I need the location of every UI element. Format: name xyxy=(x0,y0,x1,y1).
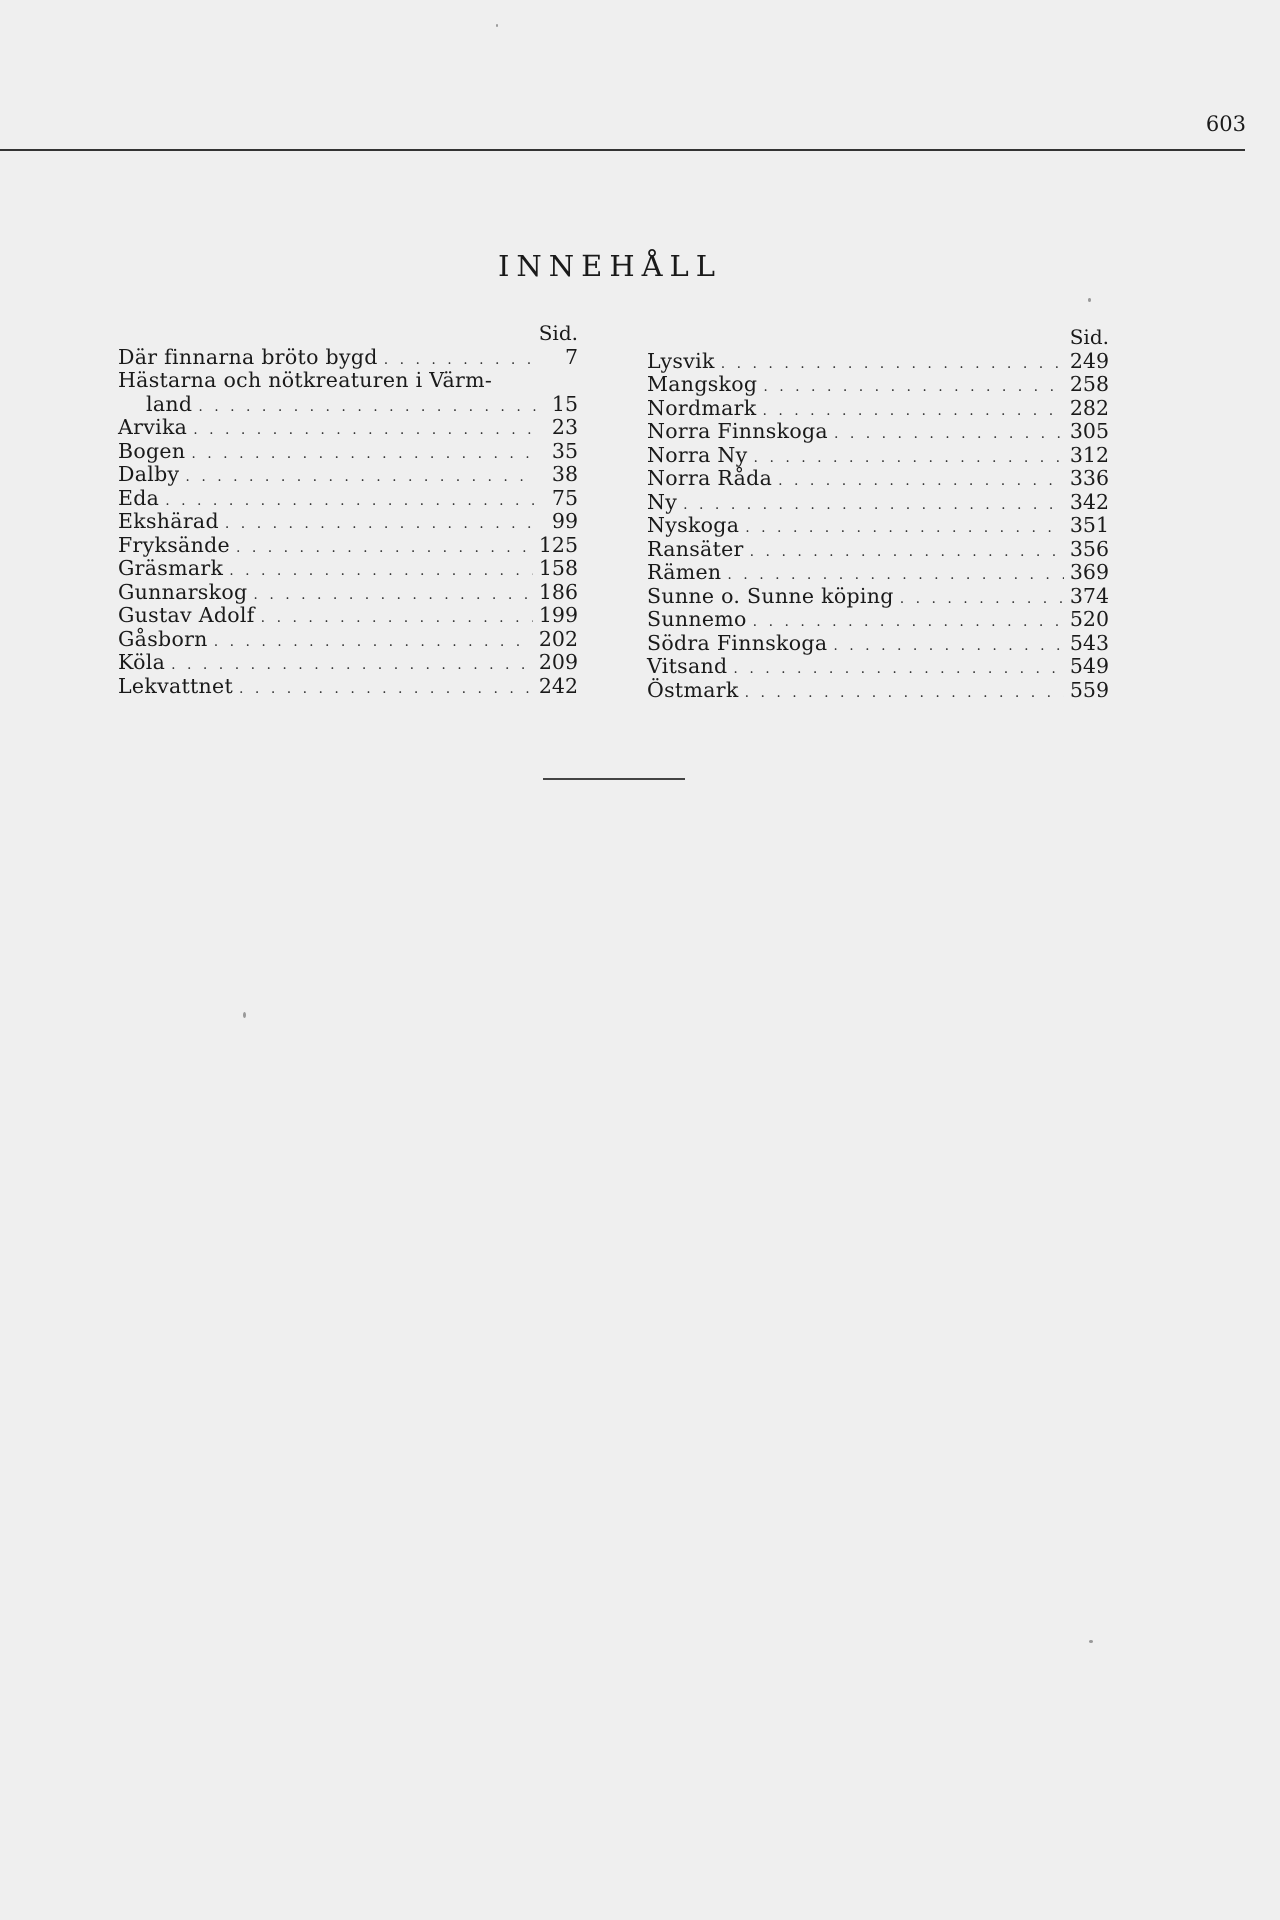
leader-dots xyxy=(721,353,1064,377)
toc-entry[interactable] xyxy=(118,628,578,652)
sid-label: Sid. xyxy=(1069,325,1109,349)
toc-entry[interactable] xyxy=(118,534,578,558)
toc-entry-label: Dalby xyxy=(118,462,180,486)
footer-rule xyxy=(543,778,685,780)
toc-entry-page: 258 xyxy=(1069,372,1109,396)
toc-entry[interactable] xyxy=(647,585,1109,609)
leader-dots xyxy=(900,588,1064,612)
toc-entry-label: Fryksände xyxy=(118,532,230,557)
toc-entry-page: 7 xyxy=(564,344,578,369)
toc-entry-page: 342 xyxy=(1069,489,1109,514)
toc-entry[interactable] xyxy=(647,350,1109,374)
toc-entry-page: 202 xyxy=(538,626,578,651)
toc-entry-label: Gåsborn xyxy=(118,626,208,651)
toc-entry-label: Norra Råda xyxy=(647,466,773,490)
toc-entry[interactable] xyxy=(647,467,1109,491)
toc-entry-page: 336 xyxy=(1069,466,1109,490)
toc-entry-page: 186 xyxy=(538,579,578,604)
toc-entry[interactable] xyxy=(118,651,578,675)
toc-entry-label: Norra Ny xyxy=(647,442,748,467)
toc-entry-label: Gunnarskog xyxy=(118,579,248,604)
toc-entry-label: Arvika xyxy=(118,415,188,439)
leader-dots xyxy=(261,607,533,631)
toc-entry-label: Rämen xyxy=(647,560,722,584)
toc-entry-page: 356 xyxy=(1069,536,1109,561)
toc-entry-label: Lysvik xyxy=(647,348,715,373)
toc-entry-page: 199 xyxy=(538,603,578,627)
toc-entry-first-line[interactable] xyxy=(118,369,578,393)
paper-speck xyxy=(1089,1640,1093,1643)
leader-dots xyxy=(778,470,1064,494)
leader-dots xyxy=(733,658,1063,682)
sid-label: Sid. xyxy=(538,321,578,345)
toc-entry[interactable] xyxy=(647,373,1109,397)
toc-entry-label: Ransäter xyxy=(647,536,744,561)
toc-entry-page: 249 xyxy=(1069,348,1109,373)
toc-entry-label: Gustav Adolf xyxy=(118,603,255,627)
leader-dots xyxy=(745,517,1064,541)
toc-entry-label: Nordmark xyxy=(647,395,757,420)
toc-entry-label: Gräsmark xyxy=(118,556,224,580)
toc-entry-page: 520 xyxy=(1069,607,1109,631)
leader-dots xyxy=(236,537,533,561)
toc-entry-label: Sunne o. Sunne köping xyxy=(647,583,894,608)
leader-dots xyxy=(214,631,533,655)
leader-dots xyxy=(253,584,532,608)
toc-entry[interactable] xyxy=(647,444,1109,468)
toc-entry-label: Nyskoga xyxy=(647,513,740,537)
toc-entry-page: 75 xyxy=(551,485,578,510)
toc-entry-page: 125 xyxy=(538,532,578,557)
toc-entry[interactable] xyxy=(118,463,578,487)
toc-entry-continuation[interactable] xyxy=(118,393,578,417)
toc-entry-page: 23 xyxy=(551,415,578,439)
toc-right-column xyxy=(647,322,1109,702)
toc-entry[interactable] xyxy=(647,632,1109,656)
paper-speck xyxy=(243,1012,246,1018)
leader-dots xyxy=(229,560,533,584)
toc-entry-page: 543 xyxy=(1069,630,1109,655)
toc-entry-label: Hästarna och nötkreaturen i Värm- xyxy=(118,368,493,392)
toc-entry[interactable] xyxy=(118,416,578,440)
paper-speck xyxy=(1088,298,1091,302)
toc-entry-page: 15 xyxy=(551,391,578,416)
toc-entry[interactable] xyxy=(118,346,578,370)
page-number: 603 xyxy=(1205,112,1246,136)
leader-dots xyxy=(833,635,1063,659)
toc-entry-label: Östmark xyxy=(647,677,739,702)
toc-entry[interactable] xyxy=(118,487,578,511)
leader-dots xyxy=(745,682,1064,706)
toc-entry[interactable] xyxy=(118,557,578,581)
leader-dots xyxy=(225,513,536,537)
toc-entry-page: 38 xyxy=(551,462,578,486)
leader-dots xyxy=(165,490,536,514)
leader-dots xyxy=(834,423,1064,447)
toc-entry-label: Köla xyxy=(118,650,166,674)
toc-entry[interactable] xyxy=(647,679,1109,703)
toc-entry[interactable] xyxy=(118,440,578,464)
toc-entry-label: Ekshärad xyxy=(118,509,219,533)
toc-entry-page: 549 xyxy=(1069,654,1109,678)
toc-entry-page: 305 xyxy=(1069,419,1109,443)
toc-entry[interactable] xyxy=(647,491,1109,515)
toc-entry-page: 559 xyxy=(1069,677,1109,702)
paper-speck xyxy=(496,24,498,27)
leader-dots xyxy=(754,447,1064,471)
toc-entry-label: Där finnarna bröto bygd xyxy=(118,344,378,369)
toc-entry-label: Norra Finnskoga xyxy=(647,419,828,443)
toc-entry[interactable] xyxy=(647,514,1109,538)
toc-entry-label: land xyxy=(146,391,193,416)
toc-entry-label: Södra Finnskoga xyxy=(647,630,828,655)
toc-entry-page: 312 xyxy=(1069,442,1109,467)
toc-entry[interactable] xyxy=(647,538,1109,562)
toc-entry[interactable] xyxy=(647,561,1109,585)
toc-entry-page: 99 xyxy=(551,509,578,533)
toc-entry-label: Eda xyxy=(118,485,160,510)
toc-entry-label: Ny xyxy=(647,489,678,514)
toc-entry-label: Sunnemo xyxy=(647,607,747,631)
toc-entry-label: Bogen xyxy=(118,438,186,463)
page-title: INNEHÅLL xyxy=(497,249,723,283)
leader-dots xyxy=(763,376,1064,400)
leader-dots xyxy=(750,541,1064,565)
toc-entry-page: 282 xyxy=(1069,395,1109,420)
toc-entry[interactable] xyxy=(118,604,578,628)
leader-dots xyxy=(193,419,536,443)
leader-dots xyxy=(683,494,1064,518)
toc-entry-label: Vitsand xyxy=(647,654,728,678)
toc-entry-page: 209 xyxy=(538,650,578,674)
toc-entry[interactable] xyxy=(647,397,1109,421)
leader-dots xyxy=(239,678,533,702)
toc-entry[interactable] xyxy=(647,420,1109,444)
toc-entry-page: 374 xyxy=(1069,583,1109,608)
toc-entry-label: Mangskog xyxy=(647,372,758,396)
toc-entry[interactable] xyxy=(118,675,578,699)
toc-left-column xyxy=(118,322,578,698)
toc-entry-page: 35 xyxy=(551,438,578,463)
header-rule xyxy=(0,149,1245,151)
toc-entry[interactable] xyxy=(118,581,578,605)
toc-entry-page: 158 xyxy=(538,556,578,580)
leader-dots xyxy=(191,443,536,467)
toc-entry-page: 242 xyxy=(538,673,578,698)
toc-entry[interactable] xyxy=(647,655,1109,679)
leader-dots xyxy=(198,396,536,420)
leader-dots xyxy=(185,466,536,490)
toc-entry-page: 351 xyxy=(1069,513,1109,537)
toc-entry-page: 369 xyxy=(1069,560,1109,584)
toc-entry[interactable] xyxy=(647,608,1109,632)
toc-entry-label: Lekvattnet xyxy=(118,673,234,698)
toc-entry[interactable] xyxy=(118,510,578,534)
